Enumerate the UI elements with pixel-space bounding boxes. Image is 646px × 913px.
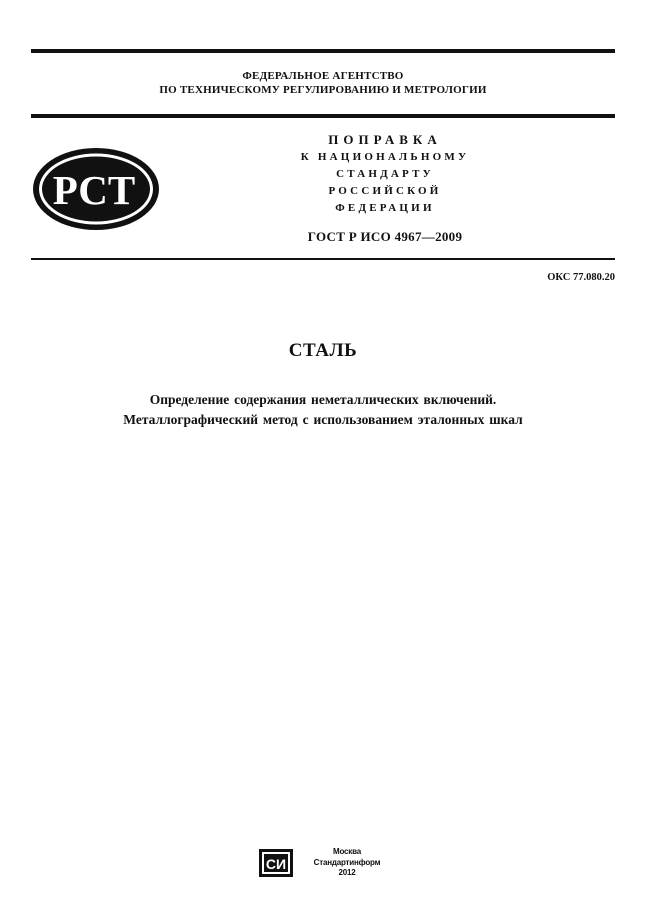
publisher-name: Стандартинформ: [313, 857, 381, 867]
document-subtitle: [31, 390, 615, 430]
amendment-line-4: РОССИЙСКОЙ: [328, 185, 442, 197]
publisher-year: 2012: [338, 868, 356, 877]
subtitle-line-2: Металлографический метод с использованием эталонных шкал: [123, 412, 523, 427]
publisher-city: Москва: [333, 847, 361, 856]
publisher-logo-text: СИ: [265, 856, 287, 872]
top-rule: [31, 49, 615, 53]
bottom-rule: [31, 258, 615, 260]
agency-line-1: ФЕДЕРАЛЬНОЕ АГЕНТСТВО: [242, 70, 404, 82]
standard-number: ГОСТ Р ИСО 4967—2009: [307, 229, 463, 244]
subtitle-line-1: Определение содержания неметаллических включений.: [149, 392, 497, 407]
standartinform-logo-icon: [258, 848, 294, 878]
amendment-line-3: СТАНДАРТУ: [336, 168, 434, 180]
middle-rule: [31, 114, 615, 118]
oks-code: ОКС 77.080.20: [547, 272, 615, 283]
amendment-block: [270, 131, 500, 246]
document-title: СТАЛЬ: [288, 340, 358, 361]
rst-logo-icon: [31, 146, 161, 232]
amendment-line-5: ФЕДЕРАЦИИ: [335, 202, 435, 214]
amendment-line-2: К НАЦИОНАЛЬНОМУ: [300, 151, 470, 163]
amendment-heading: ПОПРАВКА: [328, 132, 442, 147]
publisher-block: [302, 847, 392, 879]
agency-line-2: ПО ТЕХНИЧЕСКОМУ РЕГУЛИРОВАНИЮ И МЕТРОЛОГИИ: [159, 84, 487, 96]
rst-logo-text: РСТ: [52, 167, 136, 213]
agency-header: [31, 69, 615, 97]
